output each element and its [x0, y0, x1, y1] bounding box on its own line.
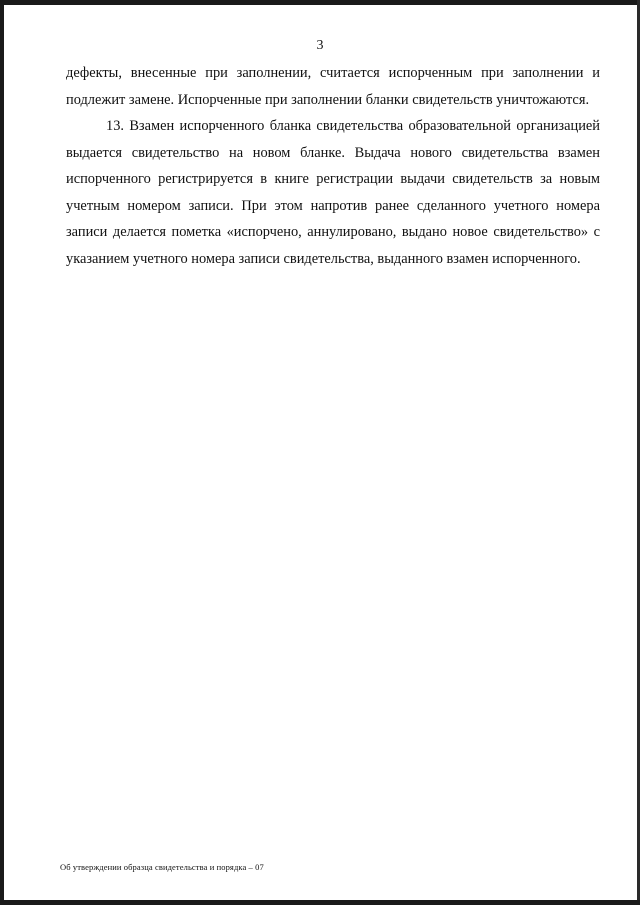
scan-border-top [0, 0, 640, 5]
scan-border-left [0, 0, 4, 905]
paragraph-item-13: 13. Взамен испорченного бланка свидетельства образовательной организацией выдается свидетельство на новом бланке. Выдача нового свидетельства взамен испорченного регистрируется в книге регистрации выдачи свидетельств за новым учетным номером записи. При этом напротив ранее сделанного учетного номера записи делается пометка «испорчено, аннулировано, выдано новое свидетельство» с указанием учетного номера записи свидетельства, выданного взамен испорченного. [66, 118, 600, 267]
paragraph-continuation: дефекты, внесенные при заполнении, считается испорченным при заполнении и подлежит замене. Испорченные при заполнении бланки свидетельств уничтожаются. [66, 65, 600, 108]
footer-text: Об утверждении образца свидетельства и порядка – 07 [60, 862, 264, 872]
scan-border-bottom [0, 900, 640, 905]
page-number: 3 [316, 38, 324, 53]
document-body [66, 60, 600, 272]
